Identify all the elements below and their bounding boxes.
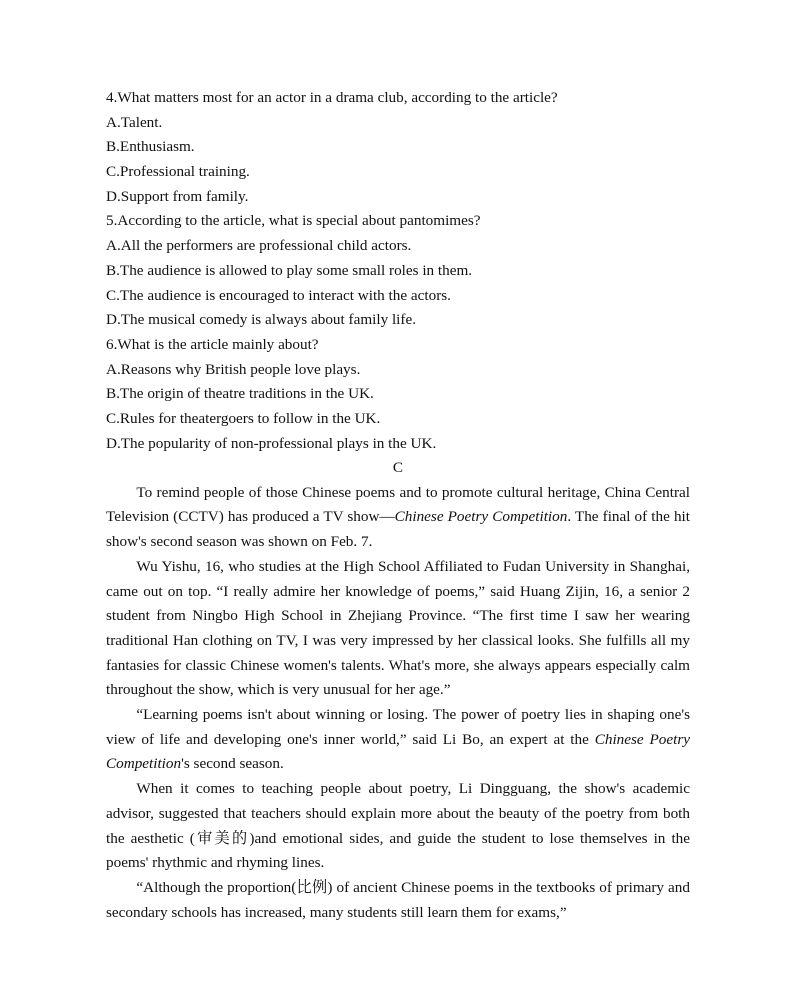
paragraph-2: Wu Yishu, 16, who studies at the High School Affiliated to Fudan University in Shanghai, came out on top. “I really admire her knowledge of poems,” said Huang Zijin, 16, a senior 2 student from Ningbo High School in Zhejiang Province. “The first time I saw her wearing traditional Han clothing on TV, I was very impressed by her classical looks. She fulfills all my fantasies for classic Chinese women's talents. What's more, she always appears especially calm throughout the show, which is very unusual for her age.” xyxy=(106,557,690,699)
section-heading: C xyxy=(392,459,404,476)
option-4d: D.Support from family. xyxy=(106,187,249,205)
paragraph-1-text-b: . The final of the hit show's second season was shown on Feb. 7. xyxy=(106,508,690,551)
paragraph-5: “Although the proportion(比例) of ancient Chinese poems in the textbooks of primary and secondary schools has increased, many students still learn them for exams,” xyxy=(106,878,690,921)
question-stem-5: 5.According to the article, what is special about pantomimes? xyxy=(106,212,481,230)
question-stem-4: 4.What matters most for an actor in a drama club, according to the article? xyxy=(106,89,558,106)
paragraph-3-text-a: “Learning poems isn't about winning or losing. The power of poetry lies in shaping one's view of life and developing one's inner world,” said Li Bo, an expert at the xyxy=(106,706,690,748)
option-6c: C.Rules for theatergoers to follow in the UK. xyxy=(106,409,381,427)
question-list xyxy=(106,86,706,456)
option-6a: A.Reasons why British people love plays. xyxy=(106,360,361,378)
option-5d: D.The musical comedy is always about family life. xyxy=(106,311,416,329)
option-4a: A.Talent. xyxy=(106,113,163,131)
paragraph-1 xyxy=(106,481,690,555)
show-title-italic: Chinese Poetry Competition xyxy=(394,508,568,526)
option-5c: C.The audience is encouraged to interact with the actors. xyxy=(106,286,451,304)
question-stem-6: 6.What is the article mainly about? xyxy=(106,335,319,353)
option-5b: B.The audience is allowed to play some small roles in them. xyxy=(106,261,473,279)
reading-passage xyxy=(106,481,690,926)
paragraph-3 xyxy=(106,703,690,777)
paragraph-1-text-a: To remind people of those Chinese poems and to promote cultural heritage, China Central Television (CCTV) has produced a TV show— xyxy=(106,483,690,526)
option-4b: B.Enthusiasm. xyxy=(106,138,195,156)
option-6b: B.The origin of theatre traditions in the UK. xyxy=(106,385,374,403)
show-title-italic-2: Chinese Poetry Competition xyxy=(106,730,690,773)
paragraph-4: When it comes to teaching people about poetry, Li Dingguang, the show's academic advisor, suggested that teachers should explain more about the beauty of the poetry from both the aesthetic (审美的)and emotional sides, and guide the student to lose themselves in the poems' rhythmic and rhyming lines. xyxy=(106,780,690,872)
option-4c: C.Professional training. xyxy=(106,163,250,181)
paragraph-3-text-b: 's second season. xyxy=(181,755,284,773)
option-6d: D.The popularity of non-professional plays in the UK. xyxy=(106,434,437,452)
option-5a: A.All the performers are professional child actors. xyxy=(106,237,412,255)
